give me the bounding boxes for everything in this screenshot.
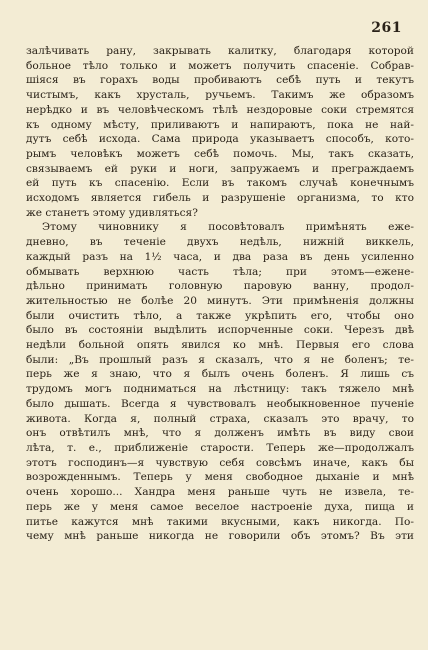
text-line: этотъ господинъ—я чувствую себя совсѣмъ иначе, какъ бы xyxy=(26,456,414,469)
text-line: же станетъ этому удивляться? xyxy=(26,206,198,219)
text-line: было дышать. Всегда я чувствовалъ необыкновенное пученіе xyxy=(26,397,414,410)
text-line: Этому чиновнику я посовѣтовалъ примѣнять еже- xyxy=(42,221,414,234)
page-number: 261 xyxy=(371,20,402,36)
text-line: къ одному мѣсту, приливаютъ и напираютъ, пока не най- xyxy=(26,118,414,131)
text-line: рымъ человѣкъ можетъ себѣ помочь. Мы, такъ сказать, xyxy=(26,147,414,160)
text-line: очень хорошо... Хандра меня раньше чуть не извела, те- xyxy=(26,486,414,499)
text-line: связываемъ ей руки и ноги, запружаемъ и преграждаемъ xyxy=(26,162,414,175)
text-line: было въ состояніи выдѣлить испорченные соки. Черезъ двѣ xyxy=(26,324,414,337)
text-line: дневно, въ теченіе двухъ недѣль, нижній виккель, xyxy=(26,236,414,249)
text-line: шіяся въ горахъ воды пробиваютъ себѣ путь и текутъ xyxy=(26,74,414,87)
text-line: трудомъ могъ подниматься на лѣстницу: такъ тяжело мнѣ xyxy=(26,383,414,396)
text-line: живота. Когда я, полный страха, сказалъ это врачу, то xyxy=(26,412,414,425)
text-line: жительностью не болѣе 20 минутъ. Эти примѣненія должны xyxy=(26,294,414,307)
text-line: исходомъ является гибель и разрушеніе организма, то кто xyxy=(26,192,414,205)
text-line: возрожденнымъ. Теперь у меня свободное дыханіе и мнѣ xyxy=(26,471,414,484)
text-line: дѣльно принимать головную паровую ванну, продол- xyxy=(26,280,414,293)
text-line: питье кажутся мнѣ такими вкусными, какъ никогда. По- xyxy=(26,515,414,528)
body-text xyxy=(26,44,414,544)
text-line: залѣчивать рану, закрывать калитку, благодаря которой xyxy=(26,45,414,57)
text-line: каждый разъ на 1½ часа, и два раза въ день усиленно xyxy=(26,250,414,263)
text-line: были: „Въ прошлый разъ я сказалъ, что я не боленъ; те- xyxy=(26,353,414,366)
text-line: обмывать верхнюю часть тѣла; при этомъ—еженe- xyxy=(26,265,414,278)
text-line: лѣта, т. е., приближеніе старости. Теперь же—продолжалъ xyxy=(26,441,414,454)
text-line: нерѣдко и въ человѣческомъ тѣлѣ нездоровые соки стремятся xyxy=(26,103,414,116)
text-line: ей путь къ спасенію. Если въ такомъ случаѣ конечнымъ xyxy=(26,177,414,190)
text-line: онъ отвѣтилъ мнѣ, что я долженъ имѣть въ виду свои xyxy=(26,427,414,440)
text-line: чему мнѣ раньше никогда не говорили объ этомъ? Въ эти xyxy=(26,530,414,543)
text-line: больное тѣло только и можетъ получить спасеніе. Собрав- xyxy=(26,59,414,72)
text-line: перь же я знаю, что я былъ очень боленъ. Я лишь съ xyxy=(26,368,414,381)
text-line: чистымъ, какъ хрусталь, ручьемъ. Такимъ же образомъ xyxy=(26,89,414,102)
text-line: недѣли больной опять явился ко мнѣ. Первыя его слова xyxy=(26,339,414,352)
text-line: дутъ себѣ исхода. Сама природа указываетъ способъ, кото- xyxy=(26,133,414,146)
text-line: перь же у меня самое веселое настроеніе духа, пища и xyxy=(26,500,414,513)
text-line: были очистить тѣло, а также укрѣпить его, чтобы оно xyxy=(26,309,414,322)
